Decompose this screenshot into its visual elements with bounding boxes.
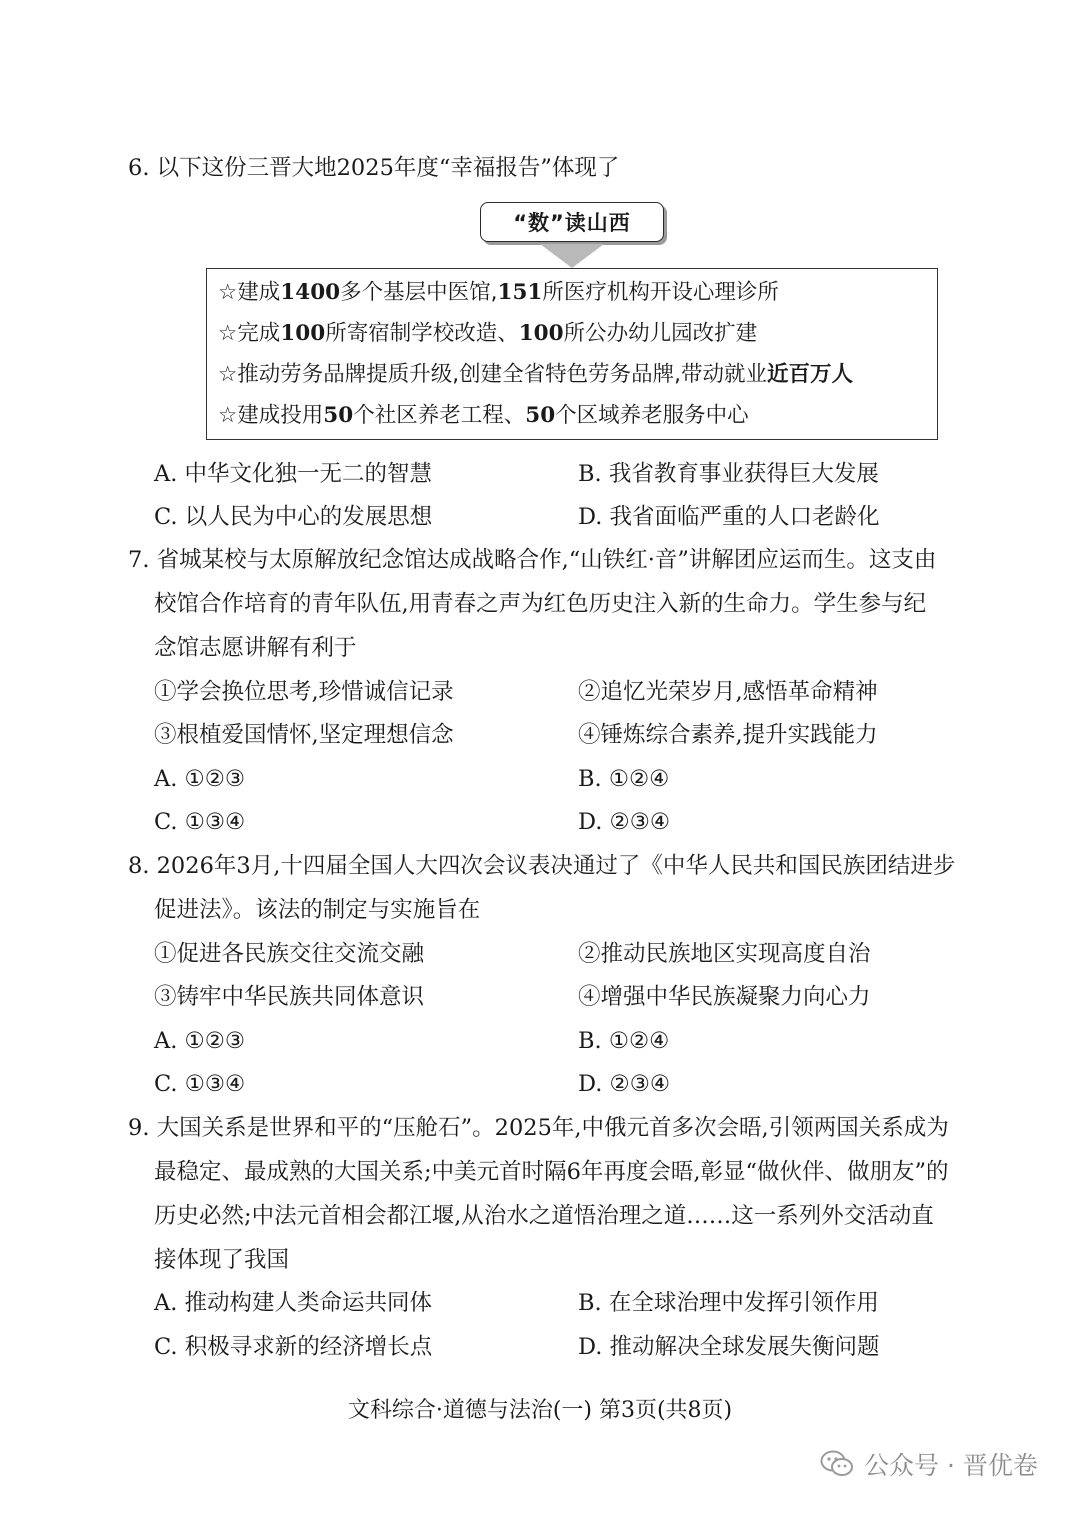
q9-stem-line: 接体现了我国 xyxy=(154,1247,290,1273)
watermark xyxy=(820,1446,1038,1482)
title-arrow-icon xyxy=(540,244,604,268)
q8-option-c[interactable]: C. ①③④ xyxy=(154,1071,246,1097)
q8-statement-1: ①促进各民族交往交流交融 xyxy=(154,941,425,967)
q7-stem-line: 7. 省城某校与太原解放纪念馆达成战略合作,“山铁红·音”讲解团应运而生。这支由 xyxy=(128,547,937,573)
watermark-text: 公众号 · 晋优卷 xyxy=(864,1451,1038,1480)
q7-stem-line: 念馆志愿讲解有利于 xyxy=(154,635,357,661)
q7-option-d[interactable]: D. ②③④ xyxy=(578,809,671,835)
q7-option-b[interactable]: B. ①②④ xyxy=(578,766,670,792)
q8-stem-line: 8. 2026年3月,十四届全国人大四次会议表决通过了《中华人民共和国民族团结进步 xyxy=(128,853,956,879)
q7-option-a[interactable]: A. ①②③ xyxy=(154,766,246,792)
q8-option-a[interactable]: A. ①②③ xyxy=(154,1028,246,1054)
info-item: ☆完成100所寄宿制学校改造、100所公办幼儿园改扩建 xyxy=(218,321,758,346)
q9-stem-line: 9. 大国关系是世界和平的“压舱石”。2025年,中俄元首多次会晤,引领两国关系成为 xyxy=(128,1115,949,1141)
q7-statement-1: ①学会换位思考,珍惜诚信记录 xyxy=(154,679,454,705)
q8-stem-line: 促进法》。该法的制定与实施旨在 xyxy=(154,897,481,923)
q9-stem-line: 最稳定、最成熟的大国关系;中美元首时隔6年再度会晤,彰显“做伙伴、做朋友”的 xyxy=(154,1159,949,1185)
q9-stem-line: 历史必然;中法元首相会都江堰,从治水之道悟治理之道……这一系列外交活动直 xyxy=(154,1203,934,1229)
q6-option-d[interactable]: D. 我省面临严重的人口老龄化 xyxy=(578,504,880,530)
q7-statement-4: ④锤炼综合素养,提升实践能力 xyxy=(578,722,878,748)
q7-option-c[interactable]: C. ①③④ xyxy=(154,809,246,835)
info-item: ☆推动劳务品牌提质升级,创建全省特色劳务品牌,带动就业近百万人 xyxy=(218,362,853,387)
q7-statement-3: ③根植爱国情怀,坚定理想信念 xyxy=(154,722,454,748)
page-footer: 文科综合·道德与法治(一) 第3页(共8页) xyxy=(347,1398,733,1423)
q8-statement-2: ②推动民族地区实现高度自治 xyxy=(578,941,871,967)
q8-option-d[interactable]: D. ②③④ xyxy=(578,1071,671,1097)
q6-option-c[interactable]: C. 以人民为中心的发展思想 xyxy=(154,504,433,530)
q9-option-b[interactable]: B. 在全球治理中发挥引领作用 xyxy=(578,1290,879,1316)
info-item: ☆建成1400多个基层中医馆,151所医疗机构开设心理诊所 xyxy=(218,280,779,305)
q9-option-c[interactable]: C. 积极寻求新的经济增长点 xyxy=(154,1334,433,1360)
q9-option-a[interactable]: A. 推动构建人类命运共同体 xyxy=(154,1290,433,1316)
q7-statement-2: ②追忆光荣岁月,感悟革命精神 xyxy=(578,679,878,705)
info-item: ☆建成投用50个社区养老工程、50个区域养老服务中心 xyxy=(218,403,749,428)
q8-statement-4: ④增强中华民族凝聚力向心力 xyxy=(578,984,871,1010)
data-box-title: “数”读山西 xyxy=(480,202,664,242)
q7-stem-line: 校馆合作培育的青年队伍,用青春之声为红色历史注入新的生命力。学生参与纪 xyxy=(154,591,927,617)
q9-option-d[interactable]: D. 推动解决全球发展失衡问题 xyxy=(578,1334,880,1360)
q8-option-b[interactable]: B. ①②④ xyxy=(578,1028,670,1054)
q6-option-a[interactable]: A. 中华文化独一无二的智慧 xyxy=(154,461,433,487)
q8-statement-3: ③铸牢中华民族共同体意识 xyxy=(154,984,425,1010)
q6-option-b[interactable]: B. 我省教育事业获得巨大发展 xyxy=(578,461,879,487)
q6-stem: 6. 以下这份三晋大地2025年度“幸福报告”体现了 xyxy=(128,155,620,181)
wechat-icon xyxy=(820,1449,854,1479)
